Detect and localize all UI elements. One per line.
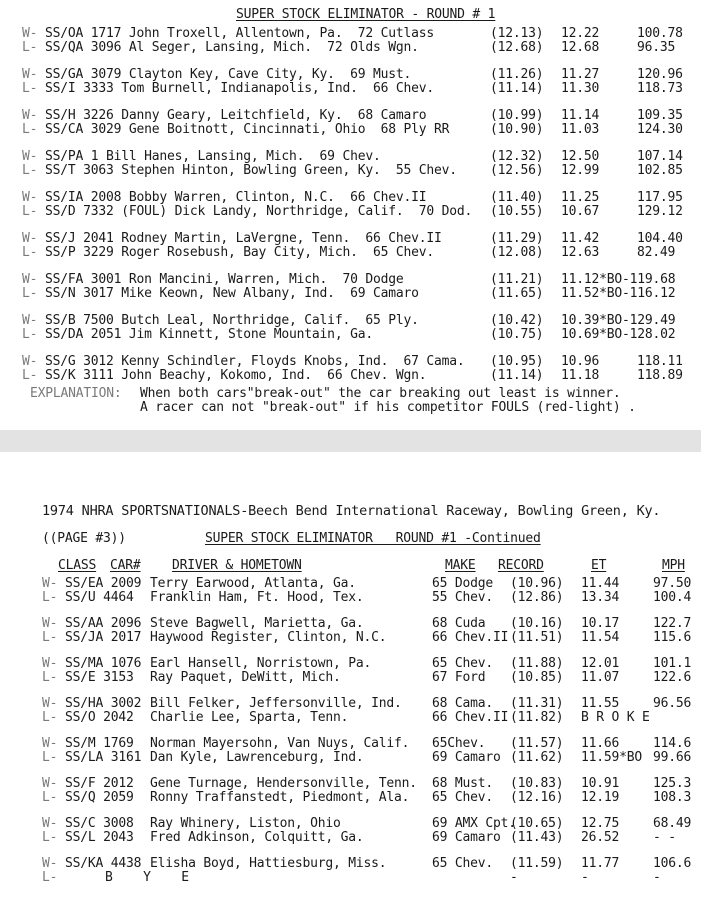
- entry-class-car: SS/F 2012: [65, 776, 134, 791]
- result-marker: W-: [22, 231, 38, 246]
- entry-make: 65 Chev.: [432, 856, 494, 871]
- entry-car-driver: SS/IA 2008 Bobby Warren, Clinton, N.C. 66 Chev.II: [45, 190, 427, 205]
- entry-record: (10.96): [510, 576, 564, 591]
- entry-driver: Norman Mayersohn, Van Nuys, Calif.: [150, 736, 410, 751]
- col-record-header: RECORD: [498, 558, 544, 573]
- entry-et: 10.39*BO-129.49: [561, 313, 676, 328]
- result-marker: W-: [22, 354, 38, 369]
- entry-make: 65Chev.: [432, 736, 486, 751]
- entry-record: (10.99): [490, 108, 544, 123]
- result-marker: L-: [42, 790, 58, 805]
- entry-driver: Ray Paquet, DeWitt, Mich.: [150, 670, 341, 685]
- entry-car-driver: SS/CA 3029 Gene Boitnott, Cincinnati, Ohio 68 Ply RR: [45, 122, 450, 137]
- entry-driver: Earl Hansell, Norristown, Pa.: [150, 656, 372, 671]
- entry-record: (12.56): [490, 163, 544, 178]
- entry-car-driver: SS/PA 1 Bill Hanes, Lansing, Mich. 69 Chev.: [45, 149, 381, 164]
- entry-record: (11.51): [510, 630, 564, 645]
- entry-car-driver: SS/P 3229 Roger Rosebush, Bay City, Mich. 65 Chev.: [45, 245, 434, 260]
- entry-mph: 96.56: [653, 696, 692, 711]
- entry-class-car: SS/KA 4438: [65, 856, 142, 871]
- explanation-line-2: A racer can not "break-out" if his competitor FOULS (red-light) .: [140, 400, 636, 415]
- result-marker: L-: [22, 245, 38, 260]
- entry-mph: 100.4: [653, 590, 692, 605]
- entry-record: (11.88): [510, 656, 564, 671]
- entry-et: 10.96: [561, 354, 600, 369]
- result-marker: L-: [42, 590, 58, 605]
- entry-make: 68 Cama.: [432, 696, 494, 711]
- result-marker: L-: [22, 81, 38, 96]
- entry-et: 10.69*BO-128.02: [561, 327, 676, 342]
- entry-mph: 114.6: [653, 736, 692, 751]
- entry-et: 11.77: [581, 856, 620, 871]
- entry-et: 11.42: [561, 231, 600, 246]
- entry-mph: 118.89: [637, 368, 683, 383]
- entry-record: (12.13): [490, 26, 544, 41]
- result-marker: L-: [42, 750, 58, 765]
- entry-class-car: SS/O 2042: [65, 710, 134, 725]
- entry-driver: Fred Adkinson, Colquitt, Ga.: [150, 830, 364, 845]
- entry-record: (11.29): [490, 231, 544, 246]
- entry-class-car: SS/E 3153: [65, 670, 134, 685]
- result-marker: W-: [22, 108, 38, 123]
- entry-record: (10.55): [490, 204, 544, 219]
- entry-et: 11.14: [561, 108, 600, 123]
- entry-record: (11.31): [510, 696, 564, 711]
- entry-record: (11.40): [490, 190, 544, 205]
- entry-et: 10.91: [581, 776, 620, 791]
- entry-et: 11.54: [581, 630, 620, 645]
- col-mph-header: MPH: [662, 558, 685, 573]
- entry-car-driver: SS/GA 3079 Clayton Key, Cave City, Ky. 69 Must.: [45, 67, 412, 82]
- entry-class-car: SS/AA 2096: [65, 616, 142, 631]
- entry-et: 11.59*BO: [581, 750, 643, 765]
- entry-car-driver: SS/J 2041 Rodney Martin, LaVergne, Tenn. 66 Chev.II: [45, 231, 442, 246]
- entry-record: (10.42): [490, 313, 544, 328]
- entry-mph: 124.30: [637, 122, 683, 137]
- entry-et: 12.50: [561, 149, 600, 164]
- entry-et: 12.99: [561, 163, 600, 178]
- entry-mph: 102.85: [637, 163, 683, 178]
- explanation-label: EXPLANATION:: [30, 386, 122, 401]
- entry-class-car: SS/MA 1076: [65, 656, 142, 671]
- entry-record: -: [510, 870, 518, 885]
- entry-record: (10.65): [510, 816, 564, 831]
- entry-et: 12.19: [581, 790, 620, 805]
- entry-et: 12.68: [561, 40, 600, 55]
- result-marker: W-: [42, 776, 58, 791]
- entry-mph: 100.78: [637, 26, 683, 41]
- entry-et: 11.25: [561, 190, 600, 205]
- result-marker: L-: [42, 630, 58, 645]
- entry-et: 10.67: [561, 204, 600, 219]
- entry-make: 66 Chev.II: [432, 710, 509, 725]
- result-marker: W-: [42, 696, 58, 711]
- result-marker: L-: [42, 870, 58, 885]
- result-marker: L-: [42, 710, 58, 725]
- entry-record: (11.43): [510, 830, 564, 845]
- entry-driver: Steve Bagwell, Marietta, Ga.: [150, 616, 364, 631]
- result-marker: L-: [22, 286, 38, 301]
- entry-record: (10.83): [510, 776, 564, 791]
- entry-car-driver: SS/B 7500 Butch Leal, Northridge, Calif. 65 Ply.: [45, 313, 419, 328]
- result-marker: W-: [22, 67, 38, 82]
- entry-driver: Dan Kyle, Lawrenceburg, Ind.: [150, 750, 364, 765]
- entry-mph: 118.11: [637, 354, 683, 369]
- col-driver-header: DRIVER & HOMETOWN: [172, 558, 302, 573]
- result-marker: L-: [22, 327, 38, 342]
- page-reference: ((PAGE #3)): [42, 531, 126, 546]
- entry-mph: 120.96: [637, 67, 683, 82]
- entry-car-driver: SS/FA 3001 Ron Mancini, Warren, Mich. 70 Dodge: [45, 272, 404, 287]
- entry-car-driver: SS/K 3111 John Beachy, Kokomo, Ind. 66 Chev. Wgn.: [45, 368, 427, 383]
- entry-record: (11.14): [490, 368, 544, 383]
- entry-mph: 101.1: [653, 656, 692, 671]
- entry-class-car: SS/L 2043: [65, 830, 134, 845]
- entry-mph: 104.40: [637, 231, 683, 246]
- col-car-header: CAR#: [110, 558, 141, 573]
- entry-et: 10.17: [581, 616, 620, 631]
- entry-car-driver: SS/OA 1717 John Troxell, Allentown, Pa. 72 Cutlass: [45, 26, 434, 41]
- event-title: 1974 NHRA SPORTSNATIONALS-Beech Bend International Raceway, Bowling Green, Ky.: [42, 503, 661, 519]
- entry-class-car: SS/Q 2059: [65, 790, 134, 805]
- entry-record: (11.14): [490, 81, 544, 96]
- entry-car-driver: SS/DA 2051 Jim Kinnett, Stone Mountain, Ga.: [45, 327, 389, 342]
- entry-driver: Terry Earwood, Atlanta, Ga.: [150, 576, 356, 591]
- entry-class-car: SS/JA 2017: [65, 630, 142, 645]
- entry-mph: 115.6: [653, 630, 692, 645]
- entry-mph: -: [653, 870, 661, 885]
- entry-record: (12.08): [490, 245, 544, 260]
- result-marker: W-: [22, 149, 38, 164]
- entry-car-driver: SS/H 3226 Danny Geary, Leitchfield, Ky. 68 Camaro: [45, 108, 427, 123]
- result-marker: L-: [22, 163, 38, 178]
- entry-record: (11.65): [490, 286, 544, 301]
- results-page-1: [0, 0, 701, 430]
- result-marker: L-: [42, 670, 58, 685]
- entry-class-car: SS/C 3008: [65, 816, 134, 831]
- entry-car-driver: SS/I 3333 Tom Burnell, Indianapolis, Ind. 66 Chev.: [45, 81, 434, 96]
- entry-record: (11.59): [510, 856, 564, 871]
- entry-et: 11.30: [561, 81, 600, 96]
- entry-record: (11.21): [490, 272, 544, 287]
- entry-mph: 118.73: [637, 81, 683, 96]
- entry-car-driver: SS/D 7332 (FOUL) Dick Landy, Northridge, Calif. 70 Dod.: [45, 204, 473, 219]
- entry-mph: 122.7: [653, 616, 692, 631]
- entry-make: 66 Chev.II: [432, 630, 509, 645]
- result-marker: L-: [22, 204, 38, 219]
- entry-et: 12.22: [561, 26, 600, 41]
- entry-mph: 68.49: [653, 816, 692, 831]
- entry-mph: 82.49: [637, 245, 676, 260]
- result-marker: W-: [22, 313, 38, 328]
- entry-mph: 97.50: [653, 576, 692, 591]
- round-header: SUPER STOCK ELIMINATOR - ROUND # 1: [236, 7, 496, 22]
- result-marker: W-: [42, 816, 58, 831]
- entry-et: 11.27: [561, 67, 600, 82]
- result-marker: W-: [22, 26, 38, 41]
- explanation-line-1: When both cars"break-out" the car breaking out least is winner.: [140, 386, 621, 401]
- entry-mph: 109.35: [637, 108, 683, 123]
- entry-make: 65 Chev.: [432, 790, 494, 805]
- entry-make: 67 Ford: [432, 670, 486, 685]
- entry-class-car: SS/LA 3161: [65, 750, 142, 765]
- entry-class-car: SS/M 1769: [65, 736, 134, 751]
- entry-et: 26.52: [581, 830, 620, 845]
- entry-record: (10.95): [490, 354, 544, 369]
- entry-record: (12.16): [510, 790, 564, 805]
- entry-make: 68 Must.: [432, 776, 494, 791]
- entry-driver: Ronny Traffanstedt, Piedmont, Ala.: [150, 790, 410, 805]
- entry-record: (11.62): [510, 750, 564, 765]
- entry-record: (10.85): [510, 670, 564, 685]
- entry-driver: Haywood Register, Clinton, N.C.: [150, 630, 387, 645]
- entry-et: B R O K E: [581, 710, 650, 725]
- entry-record: (10.16): [510, 616, 564, 631]
- entry-class-car: SS/U 4464: [65, 590, 134, 605]
- result-marker: W-: [42, 616, 58, 631]
- entry-mph: 117.95: [637, 190, 683, 205]
- entry-mph: 107.14: [637, 149, 683, 164]
- entry-record: (12.68): [490, 40, 544, 55]
- entry-driver: Bill Felker, Jeffersonville, Ind.: [150, 696, 402, 711]
- entry-record: (11.57): [510, 736, 564, 751]
- entry-record: (11.82): [510, 710, 564, 725]
- entry-et: 13.34: [581, 590, 620, 605]
- entry-driver: Franklin Ham, Ft. Hood, Tex.: [150, 590, 364, 605]
- result-marker: L-: [22, 40, 38, 55]
- entry-et: 11.44: [581, 576, 620, 591]
- entry-mph: 106.6: [653, 856, 692, 871]
- entry-class-car: SS/EA 2009: [65, 576, 142, 591]
- col-et-header: ET: [591, 558, 607, 573]
- page-separator: [0, 430, 701, 452]
- entry-driver: B Y E: [105, 870, 189, 885]
- entry-et: 11.07: [581, 670, 620, 685]
- entry-make: 65 Chev.: [432, 656, 494, 671]
- entry-car-driver: SS/QA 3096 Al Seger, Lansing, Mich. 72 Olds Wgn.: [45, 40, 419, 55]
- entry-car-driver: SS/N 3017 Mike Keown, New Albany, Ind. 69 Camaro: [45, 286, 419, 301]
- entry-make: 69 Camaro: [432, 830, 501, 845]
- entry-make: 69 Camaro: [432, 750, 501, 765]
- entry-et: 11.03: [561, 122, 600, 137]
- entry-record: (11.26): [490, 67, 544, 82]
- entry-mph: 108.3: [653, 790, 692, 805]
- entry-mph: 129.12: [637, 204, 683, 219]
- entry-et: 11.18: [561, 368, 600, 383]
- entry-mph: - -: [653, 830, 676, 845]
- entry-make: 68 Cuda: [432, 616, 486, 631]
- entry-et: 12.63: [561, 245, 600, 260]
- entry-et: 11.55: [581, 696, 620, 711]
- entry-car-driver: SS/G 3012 Kenny Schindler, Floyds Knobs, Ind. 67 Cama.: [45, 354, 465, 369]
- entry-record: (12.32): [490, 149, 544, 164]
- col-make-header: MAKE: [445, 558, 476, 573]
- result-marker: W-: [42, 576, 58, 591]
- entry-driver: Gene Turnage, Hendersonville, Tenn.: [150, 776, 417, 791]
- result-marker: L-: [22, 122, 38, 137]
- entry-driver: Elisha Boyd, Hattiesburg, Miss.: [150, 856, 387, 871]
- entry-et: 12.01: [581, 656, 620, 671]
- result-marker: W-: [42, 656, 58, 671]
- entry-driver: Ray Whinery, Liston, Ohio: [150, 816, 341, 831]
- entry-et: 12.75: [581, 816, 620, 831]
- entry-driver: Charlie Lee, Sparta, Tenn.: [150, 710, 349, 725]
- entry-class-car: SS/HA 3002: [65, 696, 142, 711]
- result-marker: L-: [42, 830, 58, 845]
- entry-record: (10.75): [490, 327, 544, 342]
- entry-make: 69 AMX Cpt.: [432, 816, 516, 831]
- entry-mph: 125.3: [653, 776, 692, 791]
- entry-car-driver: SS/T 3063 Stephen Hinton, Bowling Green, Ky. 55 Chev.: [45, 163, 457, 178]
- entry-mph: 96.35: [637, 40, 676, 55]
- entry-et: 11.66: [581, 736, 620, 751]
- entry-mph: 122.6: [653, 670, 692, 685]
- result-marker: W-: [42, 856, 58, 871]
- result-marker: W-: [22, 272, 38, 287]
- entry-mph: 99.66: [653, 750, 692, 765]
- entry-record: (12.86): [510, 590, 564, 605]
- entry-et: 11.52*BO-116.12: [561, 286, 676, 301]
- round-subtitle: SUPER STOCK ELIMINATOR ROUND #1 -Continued: [205, 531, 541, 546]
- entry-make: 65 Dodge: [432, 576, 494, 591]
- entry-make: 55 Chev.: [432, 590, 494, 605]
- result-marker: L-: [22, 368, 38, 383]
- result-marker: W-: [22, 190, 38, 205]
- entry-record: (10.90): [490, 122, 544, 137]
- col-class-header: CLASS: [58, 558, 97, 573]
- result-marker: W-: [42, 736, 58, 751]
- entry-et: -: [581, 870, 589, 885]
- entry-et: 11.12*BO-119.68: [561, 272, 676, 287]
- results-page-2: [0, 452, 701, 899]
